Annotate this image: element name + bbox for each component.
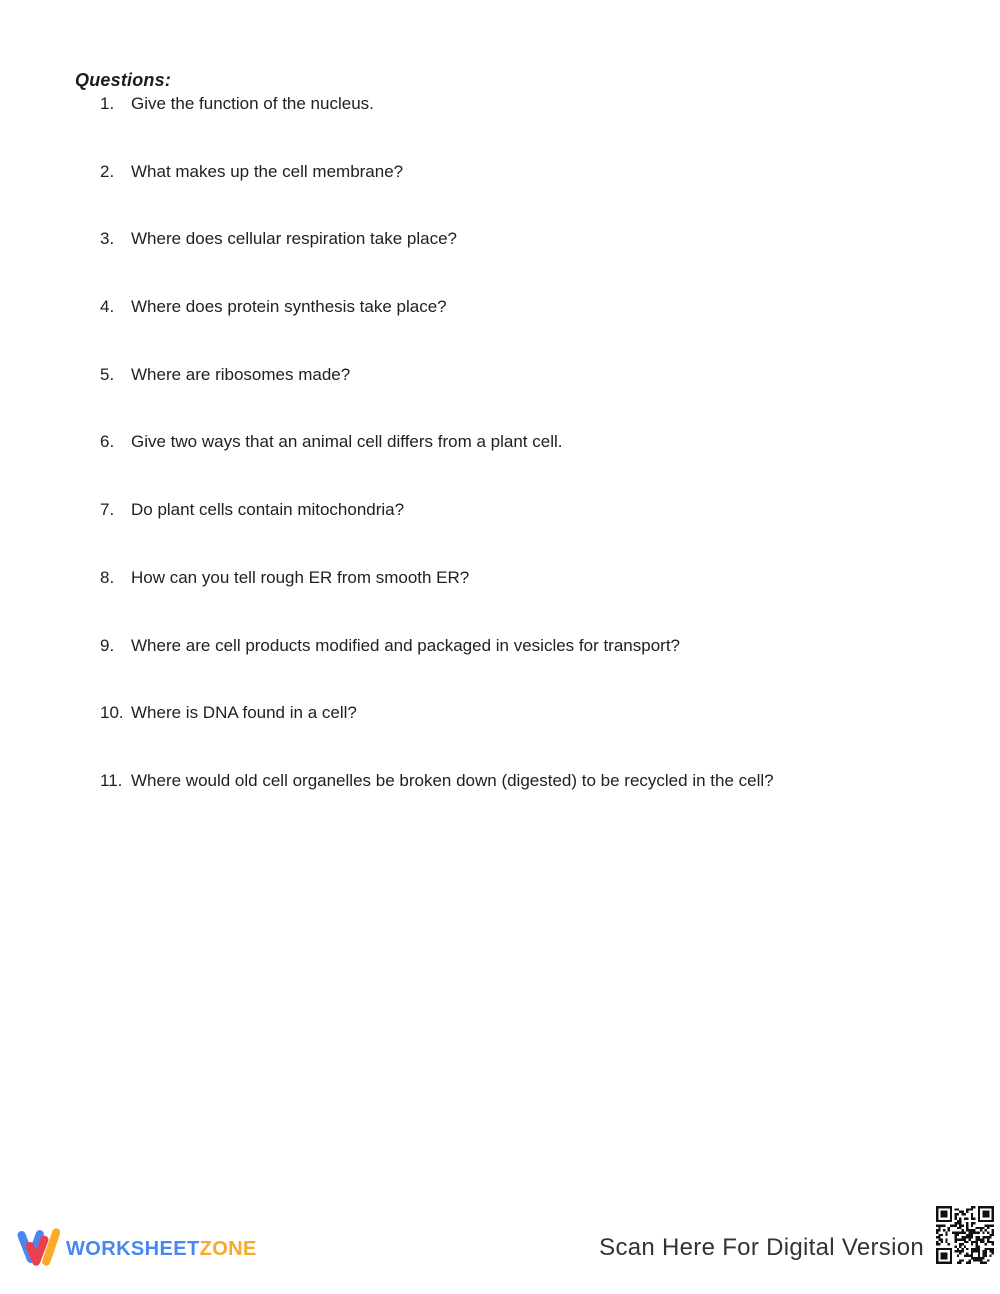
question-item [100,365,960,385]
question-item [100,229,960,249]
question-number: 5. [100,364,115,384]
question-item [100,703,960,723]
question-number: 8. [100,567,115,587]
question-item [100,162,960,182]
question-number: 9. [100,635,115,655]
question-text: Where does protein synthesis take place? [131,297,447,317]
footer [0,1224,1000,1294]
question-text: Do plant cells contain mitochondria? [131,500,405,520]
worksheetzone-w-icon [16,1226,60,1273]
question-item [100,432,960,452]
scan-here-label: Scan Here For Digital Version [599,1234,924,1261]
question-item [100,568,960,588]
question-item [100,94,960,114]
brand-word-zone: ZONE [199,1238,257,1260]
question-number: 7. [100,500,115,520]
worksheetzone-wordmark [66,1238,257,1261]
question-text: Where does cellular respiration take place? [131,229,458,249]
question-item [100,500,960,520]
qr-code [936,1206,994,1264]
worksheetzone-logo [16,1226,257,1273]
question-number: 10. [100,703,124,723]
question-list [100,94,960,839]
question-text: Where would old cell organelles be broken down (digested) to be recycled in the cell? [131,770,774,790]
question-item [100,636,960,656]
question-text: What makes up the cell membrane? [131,161,404,181]
question-number: 11. [100,770,123,790]
question-number: 6. [100,432,115,452]
question-item [100,771,960,791]
question-number: 4. [100,297,115,317]
question-text: Where are cell products modified and packaged in vesicles for transport? [131,635,681,655]
question-text: Give the function of the nucleus. [131,94,374,113]
question-text: Where are ribosomes made? [131,364,351,384]
question-number: 1. [100,94,115,113]
question-number: 3. [100,229,115,249]
brand-word-worksheet: WORKSHEET [66,1238,200,1260]
questions-heading: Questions: [75,70,172,90]
question-text: Give two ways that an animal cell differs from a plant cell. [131,432,563,452]
question-text: How can you tell rough ER from smooth ER? [131,567,470,587]
question-item [100,297,960,317]
question-number: 2. [100,161,115,181]
question-text: Where is DNA found in a cell? [131,703,357,723]
